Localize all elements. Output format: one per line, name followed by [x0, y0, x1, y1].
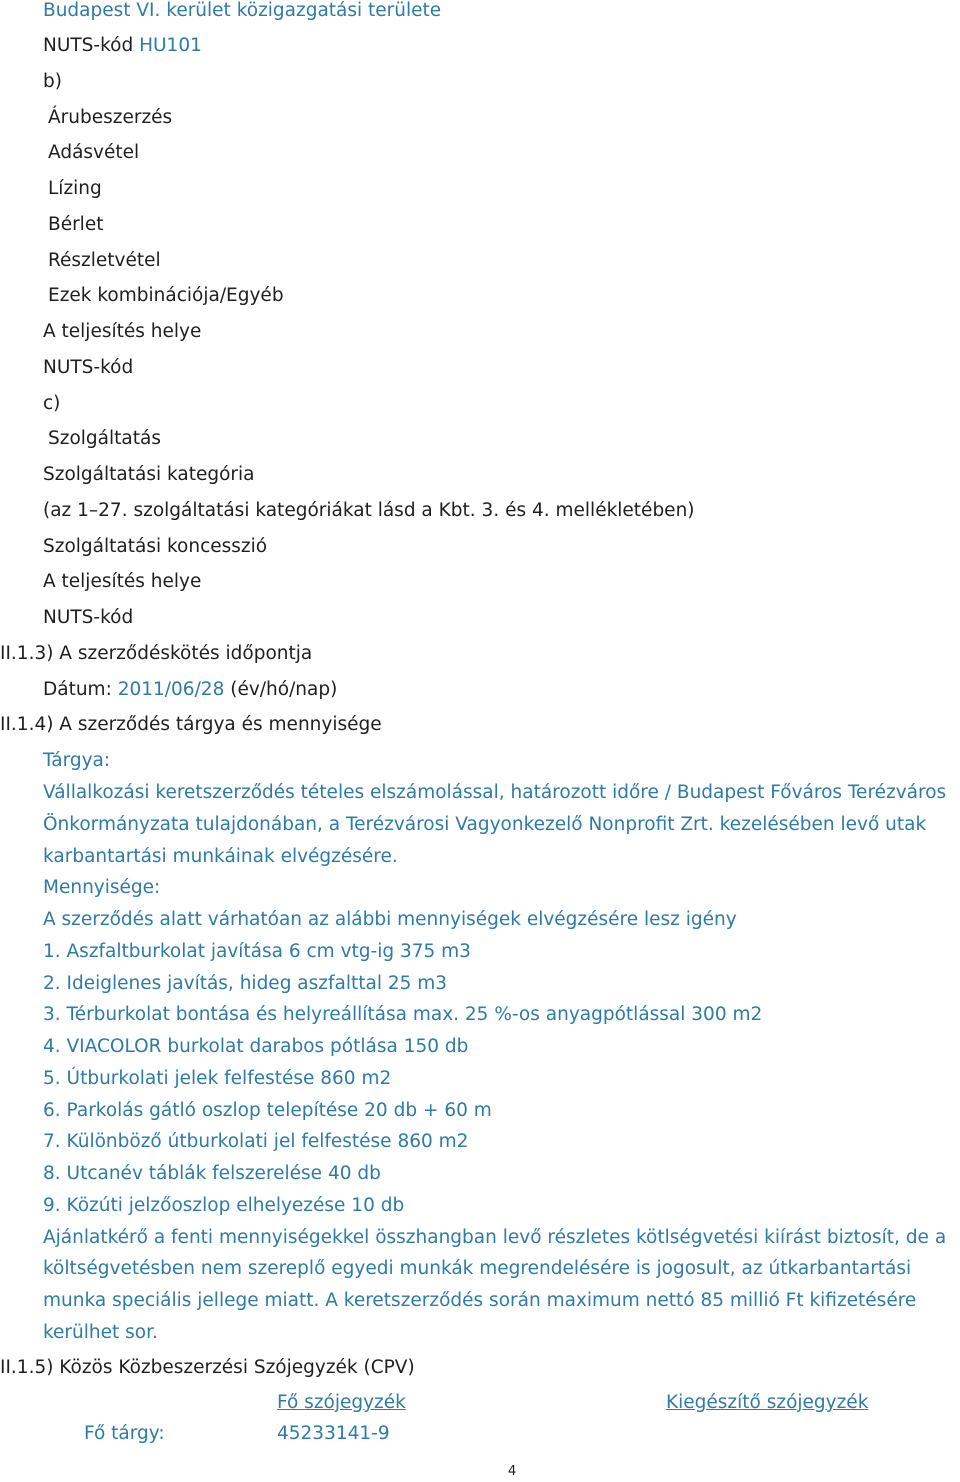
- section-heading-ii-1-5: II.1.5) Közös Közbeszerzési Szójegyzék (CPV): [0, 1357, 415, 1378]
- main-subject-label: Fő tárgy:: [84, 1423, 165, 1444]
- subject-line: karbantartási munkáinak elvégzésére.: [43, 846, 398, 867]
- quantity-line: 9. Közúti jelzőoszlop elhelyezése 10 db: [43, 1195, 405, 1216]
- quantity-line: 6. Parkolás gátló oszlop telepítése 20 db + 60 m: [43, 1100, 492, 1121]
- section-heading-ii-1-3: II.1.3) A szerződéskötés időpontja: [0, 643, 313, 664]
- location-text: Budapest VI. kerület közigazgatási területe: [43, 0, 442, 21]
- date-value: 2011/06/28: [117, 679, 225, 700]
- section-b-item: Részletvétel: [48, 250, 161, 271]
- section-c-service: Szolgáltatás: [48, 428, 161, 449]
- section-c-letter: c): [43, 393, 61, 414]
- section-b-item: Adásvétel: [48, 142, 140, 163]
- subject-label: Tárgya:: [43, 750, 111, 771]
- page-number: 4: [508, 1464, 517, 1479]
- section-heading-ii-1-4: II.1.4) A szerződés tárgya és mennyisége: [0, 714, 382, 735]
- nuts-line: [43, 34, 202, 58]
- section-b-letter: b): [43, 71, 62, 92]
- section-b-item: Ezek kombinációja/Egyéb: [48, 285, 284, 306]
- section-c-category-label: Szolgáltatási kategória: [43, 464, 255, 485]
- section-c-nuts-label: NUTS-kód: [43, 607, 134, 628]
- main-subject-code: 45233141-9: [277, 1423, 390, 1444]
- cpv-main-header: Fő szójegyzék: [277, 1392, 406, 1413]
- subject-line: Önkormányzata tulajdonában, a Terézvárosi Vagyonkezelő Nonprofit Zrt. kezelésében levő utak: [43, 814, 927, 835]
- quantity-line: 2. Ideiglenes javítás, hideg aszfalttal 25 m3: [43, 973, 448, 994]
- section-b-nuts-label: NUTS-kód: [43, 357, 134, 378]
- section-c-place-label: A teljesítés helye: [43, 571, 202, 592]
- quantity-line: kerülhet sor.: [43, 1322, 158, 1343]
- subject-line: Vállalkozási keretszerződés tételes elszámolással, határozott időre / Budapest Főváros Terézváros: [43, 782, 947, 803]
- date-label: Dátum:: [43, 679, 112, 700]
- nuts-code: HU101: [139, 35, 202, 56]
- quantity-line: költségvetésben nem szereplő egyedi munkák megrendelésére is jogosult, az útkarbantartási: [43, 1258, 912, 1279]
- quantity-line: munka speciális jellege miatt. A keretszerződés során maximum nettó 85 millió Ft kifizetésére: [43, 1290, 917, 1311]
- quantity-line: A szerződés alatt várhatóan az alábbi mennyiségek elvégzésére lesz igény: [43, 909, 737, 930]
- section-b-item: Bérlet: [48, 214, 104, 235]
- section-b-place-label: A teljesítés helye: [43, 321, 202, 342]
- section-b-item: Árubeszerzés: [48, 107, 173, 128]
- quantity-label: Mennyisége:: [43, 877, 161, 898]
- quantity-line: 1. Aszfaltburkolat javítása 6 cm vtg-ig 375 m3: [43, 941, 471, 962]
- quantity-line: 4. VIACOLOR burkolat darabos pótlása 150 db: [43, 1036, 469, 1057]
- quantity-line: 5. Útburkolati jelek felfestése 860 m2: [43, 1068, 392, 1089]
- date-line: [43, 678, 337, 702]
- section-c-concession: Szolgáltatási koncesszió: [43, 536, 268, 557]
- quantity-line: Ajánlatkérő a fenti mennyiségekkel összhangban levő részletes kötlségvetési kiírást biztosít, de a: [43, 1227, 947, 1248]
- quantity-line: 8. Utcanév táblák felszerelése 40 db: [43, 1163, 381, 1184]
- section-b-item: Lízing: [48, 178, 102, 199]
- date-format: (év/hó/nap): [230, 679, 338, 700]
- quantity-line: 7. Különböző útburkolati jel felfestése 860 m2: [43, 1131, 469, 1152]
- nuts-label: NUTS-kód: [43, 35, 134, 56]
- cpv-supp-header: Kiegészítő szójegyzék: [666, 1392, 869, 1413]
- quantity-line: 3. Térburkolat bontása és helyreállítása max. 25 %-os anyagpótlással 300 m2: [43, 1004, 763, 1025]
- section-c-category-note: (az 1–27. szolgáltatási kategóriákat lásd a Kbt. 3. és 4. mellékletében): [43, 500, 695, 521]
